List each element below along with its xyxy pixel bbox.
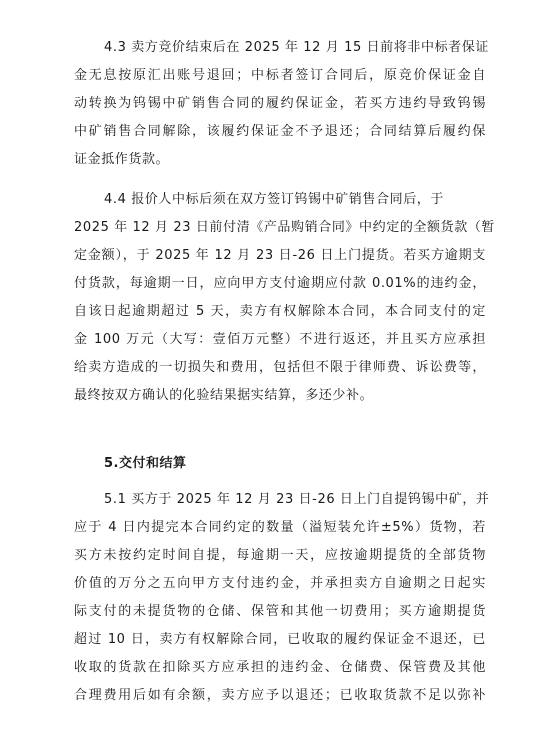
clause-4-3-line: 中矿销售合同解除，该履约保证金不予退还；合同结算后履约保 <box>74 124 486 139</box>
clause-4-3 <box>74 34 489 174</box>
clause-4-4-line: 4.4 报价人中标后须在双方签订钨锡中矿销售合同后，于 <box>104 192 445 207</box>
clause-4-3-line: 4.3 卖方竞价结束后在 2025 年 12 月 15 日前将非中标者保证 <box>104 40 489 55</box>
clause-4-4-line: 最终按双方确认的化验结果据实结算，多还少补。 <box>74 388 374 403</box>
section-5-heading: 5.交付和结算 <box>104 456 187 471</box>
clause-5-1-line: 买方未按约定时间自提，每逾期一天，应按逾期提货的全部货物 <box>74 548 486 563</box>
clause-5-1-line: 应于 4 日内提完本合同约定的数量（溢短装允许±5%）货物，若 <box>74 520 486 535</box>
clause-4-4-line: 定金额），于 2025 年 12 月 23 日-26 日上门提货。若买方逾期支 <box>74 248 486 263</box>
clause-4-4-line: 付货款，每逾期一日，应向甲方支付逾期应付款 0.01%的违约金， <box>74 276 486 291</box>
clause-4-4-line: 自该日起逾期超过 5 天，卖方有权解除本合同，本合同支付的定 <box>74 304 486 319</box>
clause-5-1-line: 合理费用后如有余额，卖方应予以退还；已收取货款不足以弥补 <box>74 688 486 703</box>
clause-5-1-line: 际支付的未提货物的仓储、保管和其他一切费用；买方逾期提货 <box>74 604 486 619</box>
clause-4-4-line: 金 100 万元（大写：壹佰万元整）不进行返还，并且买方应承担 <box>74 332 486 347</box>
clause-4-4-line: 给卖方造成的一切损失和费用，包括但不限于律师费、诉讼费等， <box>74 360 486 375</box>
clause-5-1-line: 收取的货款在扣除买方应承担的违约金、仓储费、保管费及其他 <box>74 660 486 675</box>
clause-4-4 <box>74 186 496 410</box>
clause-5-1-line: 价值的万分之五向甲方支付违约金，并承担卖方自逾期之日起实 <box>74 576 486 591</box>
clause-4-4-line: 2025 年 12 月 23 日前付清《产品购销合同》中约定的全额货款（暂 <box>74 220 496 235</box>
clause-5-1-line: 超过 10 日，卖方有权解除合同，已收取的履约保证金不退还，已 <box>74 632 486 647</box>
clause-4-3-line: 金无息按原汇出账号退回；中标者签订合同后，原竞价保证金自 <box>74 68 486 83</box>
clause-4-3-line: 动转换为钨锡中矿销售合同的履约保证金，若买方违约导致钨锡 <box>74 96 486 111</box>
clause-4-3-line: 证金抵作货款。 <box>74 152 170 167</box>
clause-5-1-line: 5.1 买方于 2025 年 12 月 23 日-26 日上门自提钨锡中矿，并 <box>104 492 490 507</box>
clause-5-1 <box>74 486 490 710</box>
